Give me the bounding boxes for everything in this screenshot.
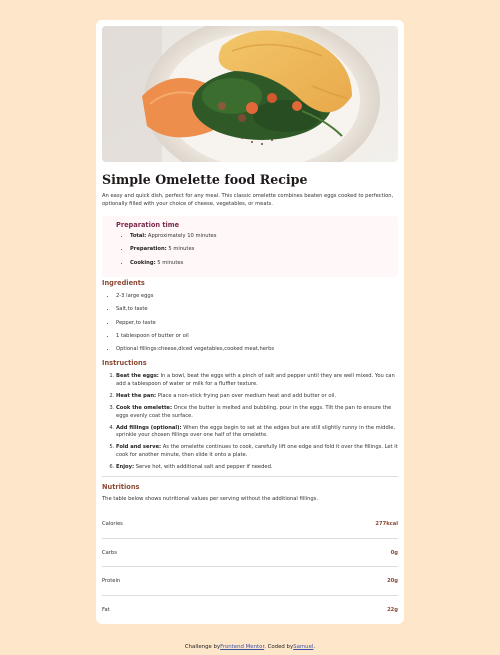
instructions-heading: Instructions	[102, 359, 147, 368]
preparation-time-heading: Preparation time	[116, 221, 180, 230]
prep-item-cooking: • Cooking: 5 minutes	[130, 260, 392, 267]
ingredient-item: • 2-3 large eggs	[116, 293, 398, 300]
ingredients-list	[102, 293, 398, 353]
nutrient-name: Calories	[102, 510, 244, 538]
nutrient-name: Fat	[102, 606, 110, 613]
ingredients-heading: Ingredients	[102, 279, 145, 288]
instruction-step: 4. Add fillings (optional): When the eggs begin to set at the edges but are still slightly runny in the middle, sprinkle your chosen fillings over one half of the omelette.	[116, 425, 398, 440]
instruction-step: 2. Heat the pan: Place a non-stick frying pan over medium heat and add butter or oil.	[116, 393, 398, 400]
table-row	[102, 567, 398, 596]
section-divider	[102, 476, 398, 477]
nutrition-table	[102, 510, 398, 623]
hero-image	[102, 26, 398, 162]
recipe-intro: An easy and quick dish, perfect for any meal. This classic omelette combines beaten eggs cooked to perfection, optionally filled with your choice of cheese, vegetables, or meats.	[102, 193, 394, 207]
nutrient-value: 20g	[244, 567, 398, 596]
prep-item-preparation: • Preparation: 5 minutes	[130, 246, 392, 253]
nutrition-description: The table below shows nutritional values per serving without the additional fillings.	[102, 496, 319, 503]
instruction-step: 5. Fold and serve: As the omelette continues to cook, carefully lift one edge and fold it over the fillings. Let it cook for another minute, then slide it onto a plate.	[116, 444, 398, 459]
instruction-step: 1. Beat the eggs: In a bowl, beat the eggs with a pinch of salt and pepper until they are well mixed. You can add a tablespoon of water or milk for a fluffier texture.	[116, 373, 398, 388]
ingredient-item: • Salt,to taste	[116, 306, 398, 313]
nutrient-value: 0g	[244, 538, 398, 567]
attribution-footer: Challenge byFrontend Mentor. Coded bySamuel.	[184, 644, 316, 650]
nutrient-name: Protein	[102, 567, 244, 596]
frontend-mentor-link[interactable]: Frontend Mentor	[220, 644, 265, 650]
recipe-title: Simple Omelette food Recipe	[102, 172, 308, 187]
prep-item-total: • Total: Approximately 10 minutes	[130, 233, 392, 240]
table-row	[102, 538, 398, 567]
ingredient-item: • Optional fillings:cheese,diced vegetables,cooked meat,herbs	[116, 346, 398, 353]
instruction-step: 6. Enjoy: Serve hot, with additional salt and pepper if needed.	[116, 464, 398, 471]
table-row	[102, 596, 398, 624]
nutrient-name: Carbs	[102, 538, 244, 567]
nutrient-value: 277kcal	[244, 510, 398, 538]
preparation-time-list	[116, 233, 392, 267]
instruction-step: 3. Cook the omelette: Once the butter is melted and bubbling, pour in the eggs. Tilt the pan to ensure the eggs evenly coat the surface.	[116, 405, 398, 420]
nutrition-heading: Nutritions	[102, 483, 140, 492]
ingredient-item: • 1 tablespoon of butter or oil	[116, 333, 398, 340]
preparation-time-box	[102, 216, 398, 277]
ingredient-item: • Pepper,to taste	[116, 320, 398, 327]
instructions-list	[102, 373, 398, 471]
nutrient-value: 22g	[387, 606, 398, 613]
author-link[interactable]: Samuel	[293, 644, 314, 650]
table-row	[102, 510, 398, 538]
recipe-card	[96, 20, 404, 624]
